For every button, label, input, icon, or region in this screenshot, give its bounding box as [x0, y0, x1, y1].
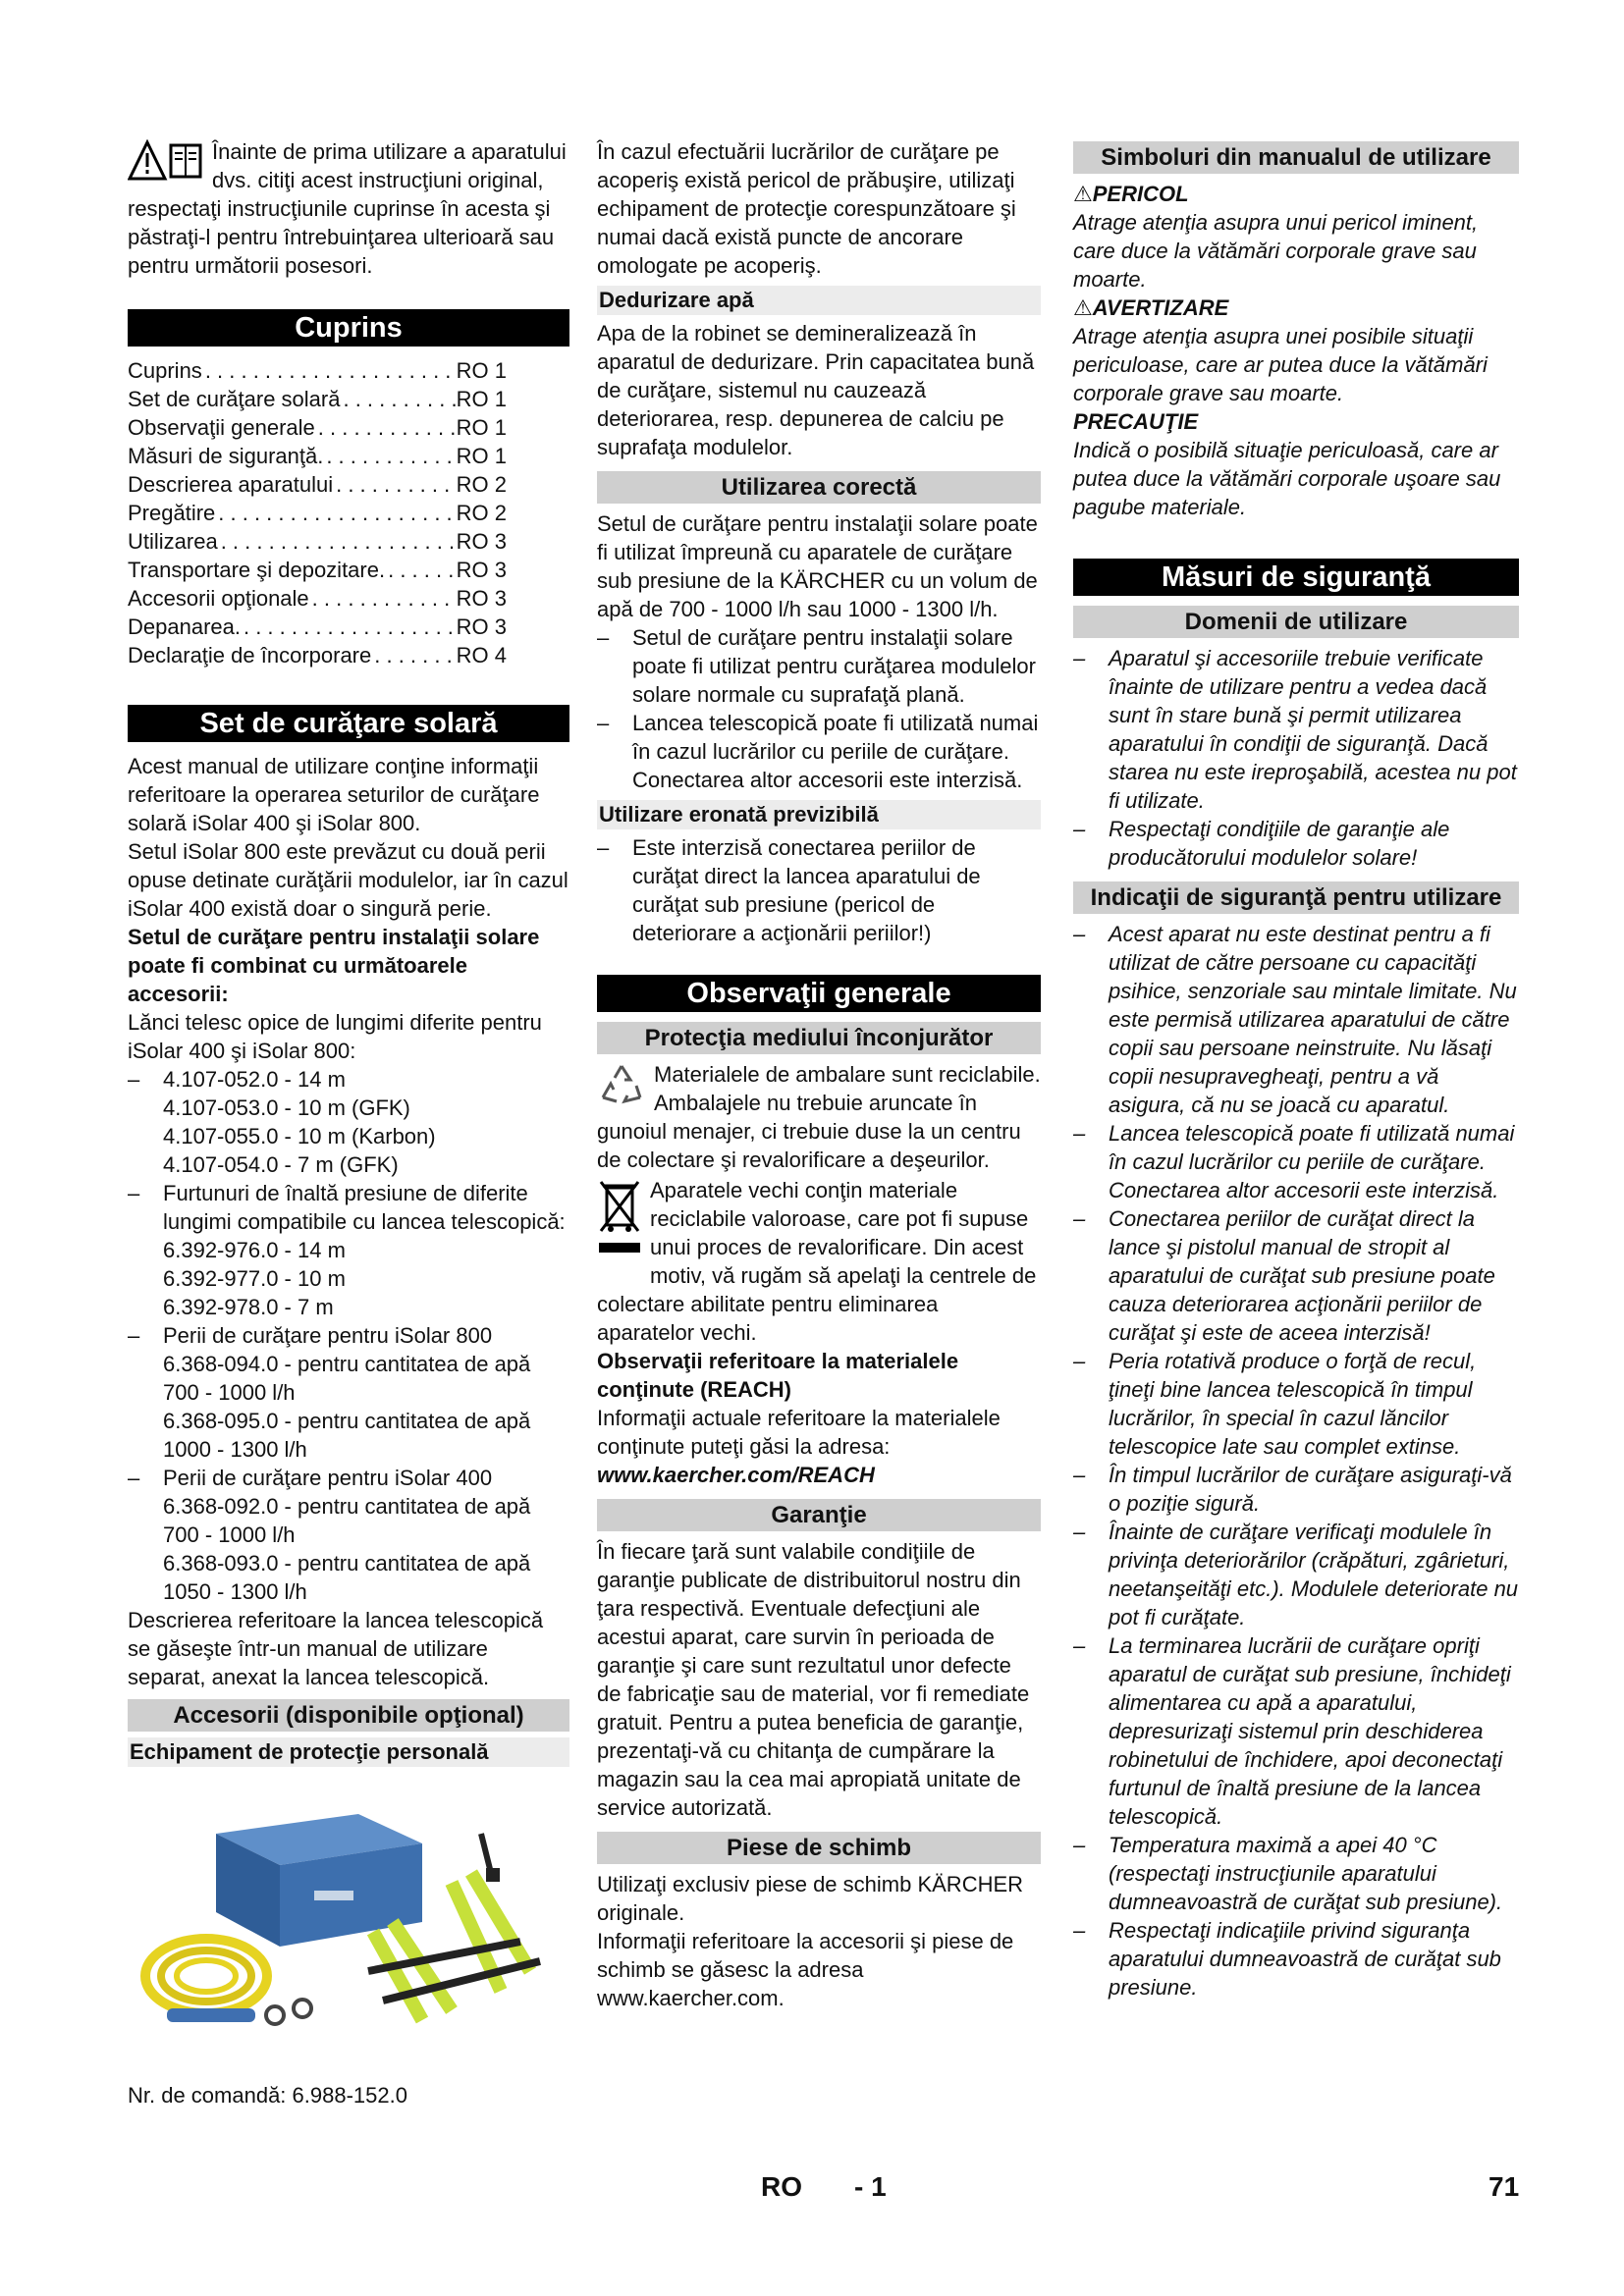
list-item: 6.368-092.0 - pentru cantitatea de apă 700 - 1000 l/h [163, 1494, 531, 1547]
reach-text: Informaţii actuale referitoare la materialele conţinute puteţi găsi la adresa: [597, 1406, 1001, 1459]
recycling-icon [597, 1062, 646, 1114]
list-item: 6.368-093.0 - pentru cantitatea de apă 1050 - 1300 l/h [163, 1551, 531, 1604]
warning-manual-icon [128, 139, 204, 189]
environment-text-2: Aparatele vechi conţin materiale reciclabile valoroase, care pot fi supuse unui proces de revalorificare. Din acest motiv, vă rugăm să apelaţi la centrele de colectare abilitate pentru eliminarea aparatelor vechi. [597, 1178, 1037, 1345]
warning-label: ⚠AVERTIZARE [1073, 295, 1229, 320]
list-item: – Respectaţi condiţiile de garanţie ale producătorului modulelor solare! [1073, 817, 1450, 870]
toc-entry-page: RO 4 [456, 643, 507, 667]
toc-title: Cuprins [128, 309, 569, 347]
general-remarks-title: Observaţii generale [597, 975, 1041, 1012]
toc-entry-title: Utilizarea [128, 529, 218, 554]
warning-text: Atrage atenţia asupra unei posibile situaţii periculoase, care ar putea duce la vătămări corporale grave sau moarte. [1073, 324, 1488, 405]
toc-entry[interactable] [128, 470, 507, 499]
list-item: 4.107-053.0 - 10 m (GFK) [163, 1095, 410, 1120]
list-item: – Furtunuri de înaltă presiune de diferite lungimi compatibile cu lancea telescopică: [128, 1181, 566, 1234]
lance-description-note: Descrierea referitoare la lancea telescopică se găseşte într-un manual de utilizare separat, anexat la lancea telescopică. [128, 1608, 544, 1689]
crossed-bin-icon [597, 1178, 642, 1265]
list-item: – În timpul lucrărilor de curăţare asiguraţi-vă o poziţie sigură. [1073, 1463, 1512, 1516]
toc-leader [323, 442, 456, 470]
toc-entry-page: RO 3 [456, 614, 507, 639]
toc-entry-title: Depanarea. [128, 614, 241, 639]
toc-leader [371, 641, 456, 669]
warranty-title: Garanţie [597, 1499, 1041, 1531]
column-right [1073, 137, 1519, 2002]
toc-leader [202, 356, 457, 385]
toc-entry-title: Transportare şi depozitare. [128, 558, 386, 582]
toc-entry-title: Cuprins [128, 358, 202, 383]
list-item: 4.107-054.0 - 7 m (GFK) [163, 1152, 399, 1177]
caution-text: Indică o posibilă situaţie periculoasă, care ar putea duce la vătămări corporale uşoare sau pagube materiale. [1073, 438, 1501, 519]
environment-title: Protecţia mediului înconjurător [597, 1022, 1041, 1054]
symbols-title: Simboluri din manualul de utilizare [1073, 141, 1519, 174]
caution-label: PRECAUŢIE [1073, 409, 1199, 434]
solar-combine-heading: Setul de curăţare pentru instalaţii solare poate fi combinat cu următoarele accesorii: [128, 925, 540, 1006]
softening-text: Apa de la robinet se demineralizează în aparatul de dedurizare. Prin capacitatea bună de curăţare, sistemul nu cauzează deteriorarea, resp. depunerea de calciu pe suprafaţa modulelor. [597, 321, 1035, 459]
roof-warning: În cazul efectuării lucrărilor de curăţare pe acoperiş există pericol de prăbuşire, utilizaţi echipament de protecţie corespunzătoare şi numai dacă există puncte de ancorare omologate pe acoperiş. [597, 139, 1016, 278]
danger-label: ⚠PERICOL [1073, 182, 1189, 206]
spare-parts-text-1: Utilizaţi exclusiv piese de schimb KÄRCHER originale. [597, 1872, 1024, 1925]
toc-leader [385, 556, 457, 584]
list-item: – Lancea telescopică poate fi utilizată numai în cazul lucrărilor cu periile de curăţare. Conectarea altor accesorii este interzisă. [597, 711, 1039, 792]
domains-title: Domenii de utilizare [1073, 606, 1519, 638]
softening-title: Dedurizare apă [597, 286, 1041, 315]
column-left [128, 137, 569, 2109]
toc-entry-title: Descrierea aparatului [128, 472, 334, 497]
warning-triangle-icon: ⚠ [1073, 182, 1093, 206]
list-item: – Aparatul şi accesoriile trebuie verificate înainte de utilizare pentru a vedea dacă sunt în stare bună şi permit utilizarea aparatului în condiţii de siguranţă. Dacă starea nu este ireproşabilă, acestea nu pot fi utilizate. [1073, 646, 1517, 813]
environment-block-2 [597, 1176, 1041, 1347]
order-number: Nr. de comandă: 6.988-152.0 [128, 2083, 407, 2108]
toc-entry-page: RO 1 [456, 415, 507, 440]
list-item: – Înainte de curăţare verificaţi modulele în privinţa deteriorărilor (crăpături, zgârieturi, neetanşeităţi etc.). Modulele deteriorate nu pot fi curăţate. [1073, 1520, 1519, 1629]
list-item: 6.368-094.0 - pentru cantitatea de apă 700 - 1000 l/h [163, 1352, 531, 1405]
hose-list [128, 1236, 569, 1321]
brush800-list [128, 1350, 569, 1464]
toc-entry-page: RO 3 [456, 529, 507, 554]
list-item: – Respectaţi indicaţiile privind siguranţa aparatului dumneavoastră de curăţat sub presiune. [1073, 1918, 1501, 2000]
list-item: 6.392-976.0 - 14 m [163, 1238, 346, 1262]
toc-entry-title: Pregătire [128, 501, 216, 525]
list-item: – La terminarea lucrării de curăţare opriţi aparatul de curăţat sub presiune, închideţi alimentarea cu apă a aparatului, depresurizaţi sistemul prin deschiderea robinetului de închidere, apoi deconectaţi furtunul de înaltă presiune de la lancea telescopică. [1073, 1633, 1511, 1829]
list-item: – Setul de curăţare pentru instalaţii solare poate fi utilizat pentru curăţarea modulelor solare normale cu suprafaţă plană. [597, 625, 1036, 707]
toc-leader [309, 584, 457, 613]
toc-entry[interactable] [128, 527, 507, 556]
accessories-title: Accesorii (disponibile opţional) [128, 1699, 569, 1732]
toc-entry-page: RO 2 [456, 501, 507, 525]
footer-page-ref: - 1 [854, 2171, 887, 2202]
list-item: – Lancea telescopică poate fi utilizată numai în cazul lucrărilor cu periile de curăţare. Conectarea altor accesorii este interzisă. [1073, 1121, 1515, 1202]
list-item: 6.392-977.0 - 10 m [163, 1266, 346, 1291]
spare-parts-text-2: Informaţii referitoare la accesorii şi piese de schimb se găsesc la adresa www.kaercher.com. [597, 1929, 1014, 2010]
safety-indications-list [1073, 920, 1519, 2002]
toc-leader [340, 385, 456, 413]
toc-entry-page: RO 3 [456, 558, 507, 582]
list-item: – Peria rotativă produce o forţă de recul, ţineţi bine lancea telescopică în timpul lucrărilor, în special în cazul lăncilor telescopice late sau complet extinse. [1073, 1349, 1477, 1459]
toc-entry-title: Accesorii opţionale [128, 586, 309, 611]
toc-entry[interactable] [128, 584, 507, 613]
toc-leader [333, 470, 457, 499]
list-item: 6.392-978.0 - 7 m [163, 1295, 334, 1319]
toc-entry-page: RO 3 [456, 586, 507, 611]
solar-intro: Acest manual de utilizare conţine informaţii referitoare la operarea seturilor de curăţare solară iSolar 400 şi iSolar 800. [128, 754, 540, 835]
correct-use-title: Utilizarea corectă [597, 471, 1041, 504]
intro-text: Înainte de prima utilizare a aparatului dvs. citiţi acest instrucţiuni original, respectaţi instrucţiunile cuprinse în acesta şi păstraţi-l pentru întrebuinţarea ulterioară sau pentru următorii posesori. [128, 139, 567, 278]
warranty-text: În fiecare ţară sunt valabile condiţiile de garanţie publicate de distribuitorul nostru din ţara respectivă. Eventuale defecţiuni ale acestui aparat, care survin în perioada de garanţie şi care sunt rezultatul unor defecte de fabricaţie sau de material, vor fi remediate gratuit. Pentru a putea beneficia de garanţie, prezentaţi-vă cu chitanţa de cumpărare la magazin sau la cea mai apropiată unitate de service autorizată. [597, 1539, 1030, 1820]
toc-entry[interactable] [128, 499, 507, 527]
ppe-title: Echipament de protecţie personală [128, 1737, 569, 1767]
spare-parts-title: Piese de schimb [597, 1832, 1041, 1864]
toc-entry[interactable] [128, 442, 507, 470]
correct-use-text: Setul de curăţare pentru instalaţii solare poate fi utilizat împreună cu aparatele de curăţare sub presiune de la KÄRCHER cu un volum de apă de 700 - 1000 l/h sau 1000 - 1300 l/h. [597, 511, 1038, 621]
toc-entry-title: Set de curăţare solară [128, 387, 341, 411]
footer-lang: RO [761, 2171, 802, 2202]
toc-entry-page: RO 2 [456, 472, 507, 497]
toc-entry[interactable] [128, 641, 507, 669]
toc-leader [215, 499, 456, 527]
list-item: – Perii de curăţare pentru iSolar 800 [128, 1323, 493, 1348]
solar-lances-intro: Lănci telesc opice de lungimi diferite pentru iSolar 400 şi iSolar 800: [128, 1010, 542, 1063]
safety-indications-title: Indicaţii de siguranţă pentru utilizare [1073, 881, 1519, 914]
toc-entry-page: RO 1 [456, 387, 507, 411]
list-item: – Acest aparat nu este destinat pentru a fi utilizat de către persoane cu capacităţi psihice, senzoriale sau mintale limitate. Nu este permisă utilizarea aparatului de către copii sau persoane neinstruite. Nu lăsaţi copii nesupravegheaţi, pentru a vă asigura, că nu se joacă cu aparatul. [1073, 922, 1517, 1117]
list-item: 4.107-055.0 - 10 m (Karbon) [163, 1124, 436, 1148]
toc-entry-title: Observaţii generale [128, 415, 315, 440]
toc-leader [241, 613, 457, 641]
list-item: – Conectarea periilor de curăţat direct la lance şi pistolul manual de stropit al aparatului de curăţat sub presiune poate cauza deteriorarea acţionării periilor de curăţat şi este de aceea interzisă! [1073, 1206, 1495, 1345]
misuse-title: Utilizare eronată previzibilă [597, 800, 1041, 829]
toc-entry-title: Declaraţie de încorporare [128, 643, 372, 667]
reach-heading: Observaţii referitoare la materialele conţinute (REACH) [597, 1349, 959, 1402]
toc-entry-page: RO 1 [456, 358, 507, 383]
toc-leader [218, 527, 457, 556]
toc-entry[interactable] [128, 556, 507, 584]
danger-text: Atrage atenţia asupra unui pericol iminent, care duce la vătămări corporale grave sau moarte. [1073, 210, 1479, 292]
brush400-list [128, 1492, 569, 1606]
table-of-contents [128, 356, 569, 669]
column-middle [597, 137, 1041, 2012]
lance-list [128, 1094, 569, 1179]
toc-entry-title: Măsuri de siguranţă. [128, 444, 324, 468]
list-item: 6.368-095.0 - pentru cantitatea de apă 1000 - 1300 l/h [163, 1409, 531, 1462]
list-item: – 4.107-052.0 - 14 m [128, 1067, 346, 1092]
list-item: – Este interzisă conectarea periilor de curăţat direct la lancea aparatului de curăţat sub presiune (pericol de deteriorare a acţionării periilor!) [597, 835, 981, 945]
toc-entry[interactable] [128, 356, 507, 385]
footer-page-number: 71 [1489, 2171, 1520, 2202]
safety-title: Măsuri de siguranţă [1073, 559, 1519, 596]
toc-leader [315, 413, 457, 442]
reach-url[interactable]: www.kaercher.com/REACH [597, 1463, 875, 1487]
environment-block-1 [597, 1060, 1041, 1174]
ppe-product-image [128, 1775, 569, 2040]
warning-triangle-icon: ⚠ [1073, 295, 1093, 320]
toc-entry[interactable] [128, 413, 507, 442]
list-item: – Temperatura maximă a apei 40 °C (respectaţi instrucţiunile aparatului dumneavoastră de curăţat sub presiune). [1073, 1833, 1503, 1914]
toc-entry[interactable] [128, 385, 507, 413]
toc-entry-page: RO 1 [456, 444, 507, 468]
solar-set-title: Set de curăţare solară [128, 705, 569, 742]
solar-isolar800: Setul iSolar 800 este prevăzut cu două perii opuse detinate curăţării modulelor, iar în cazul iSolar 400 există doar o singură perie. [128, 839, 568, 921]
intro-block [128, 137, 569, 280]
toc-entry[interactable] [128, 613, 507, 641]
list-item: – Perii de curăţare pentru iSolar 400 [128, 1466, 493, 1490]
environment-text-1: Materialele de ambalare sunt reciclabile. Ambalajele nu trebuie aruncate în gunoiul menajer, ci trebuie duse la un centru de colectare şi revalorificare a deşeurilor. [597, 1062, 1041, 1172]
